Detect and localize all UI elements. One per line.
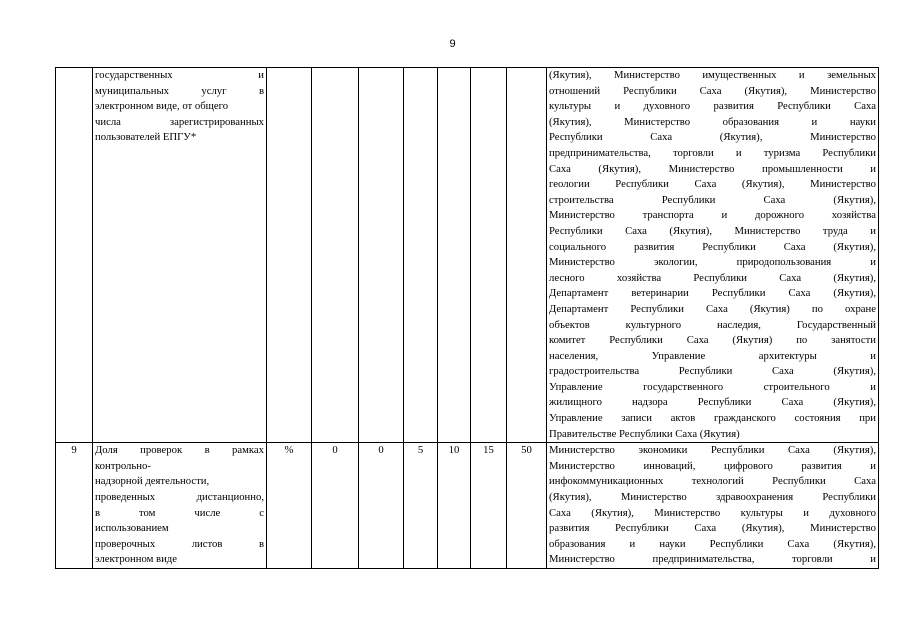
responsible-executors-line: Управление государственного строительного и bbox=[549, 380, 876, 393]
responsible-executors-line: Министерство предпринимательства, торговли и bbox=[549, 553, 876, 566]
responsible-executors-line: Управление записи актов гражданского состояния при bbox=[549, 412, 876, 425]
responsible-executors-line: инфокоммуникационных технологий Республики Саха bbox=[549, 475, 876, 488]
responsible-executors-line: отношений Республики Саха (Якутия), Министерство bbox=[549, 84, 876, 97]
table-row bbox=[56, 68, 879, 443]
value-cell bbox=[507, 68, 547, 443]
responsible-executors-line: Министерство экономики Республики Саха (Якутия), bbox=[549, 444, 876, 457]
table-row bbox=[56, 443, 879, 569]
value-cell bbox=[312, 68, 359, 443]
indicator-name-line: использованием bbox=[95, 522, 169, 535]
responsible-executors-cell bbox=[547, 68, 879, 443]
responsible-executors-line: Министерство транспорта и дорожного хозяйства bbox=[549, 209, 876, 222]
page-number: 9 bbox=[449, 38, 456, 50]
indicator-name-line: в том числе с bbox=[95, 506, 264, 519]
responsible-executors-line: Департамент Республики Саха (Якутия) по охране bbox=[549, 302, 876, 315]
indicator-name-line: муниципальных услуг в bbox=[95, 84, 264, 97]
responsible-executors-line: (Якутия), Министерство имущественных и земельных bbox=[549, 69, 876, 81]
value-cell bbox=[438, 68, 471, 443]
responsible-executors-line: социального развития Республики Саха (Якутия), bbox=[549, 240, 876, 253]
value-cell: 0 bbox=[312, 443, 359, 569]
indicator-name-line: надзорной деятельности, bbox=[95, 475, 210, 488]
responsible-executors-line: населения, Управление архитектуры и bbox=[549, 349, 876, 362]
value-cell bbox=[471, 68, 507, 443]
responsible-executors-line: (Якутия), Министерство образования и науки bbox=[549, 115, 876, 128]
indicator-name-line: государственных и bbox=[95, 69, 264, 81]
responsible-executors-line: жилищного надзора Республики Саха (Якутия), bbox=[549, 396, 876, 409]
responsible-executors-line: градостроительства Республики Саха (Якутия), bbox=[549, 365, 876, 378]
value-cell bbox=[404, 68, 438, 443]
responsible-executors-line: Министерство инноваций, цифрового развития и bbox=[549, 459, 876, 472]
indicator-name-line: пользователей ЕПГУ* bbox=[95, 131, 197, 144]
table-body bbox=[56, 68, 879, 569]
responsible-executors-line: образования и науки Республики Саха (Якутия), bbox=[549, 537, 876, 550]
indicator-name-cell bbox=[93, 443, 267, 569]
value-cell: 15 bbox=[471, 443, 507, 569]
indicator-name-line: контрольно- bbox=[95, 459, 151, 472]
responsible-executors-line: Республики Саха (Якутия), Министерство труда и bbox=[549, 224, 876, 237]
responsible-executors-cell bbox=[547, 443, 879, 569]
row-number-cell: 9 bbox=[56, 443, 93, 569]
unit-cell bbox=[267, 68, 312, 443]
value-cell: 50 bbox=[507, 443, 547, 569]
responsible-executors-line: (Якутия), Министерство здравоохранения Республики bbox=[549, 491, 876, 504]
indicator-name-line: числа зарегистрированных bbox=[95, 115, 264, 128]
value-cell: 0 bbox=[359, 443, 404, 569]
responsible-executors-line: Министерство экологии, природопользования и bbox=[549, 256, 876, 269]
responsible-executors-line: Саха (Якутия), Министерство культуры и духовного bbox=[549, 506, 876, 519]
indicator-name-cell bbox=[93, 68, 267, 443]
responsible-executors-line: культуры и духовного развития Республики Саха bbox=[549, 100, 876, 113]
responsible-executors-line: комитет Республики Саха (Якутия) по занятости bbox=[549, 334, 876, 347]
value-cell: 10 bbox=[438, 443, 471, 569]
responsible-executors-line: геологии Республики Саха (Якутия), Министерство bbox=[549, 178, 876, 191]
responsible-executors-line: объектов культурного наследия, Государственный bbox=[549, 318, 876, 331]
responsible-executors-line: строительства Республики Саха (Якутия), bbox=[549, 193, 876, 206]
indicator-name-line: электронном виде, от общего bbox=[95, 100, 229, 113]
responsible-executors-line: Правительстве Республики Саха (Якутия) bbox=[549, 427, 740, 440]
indicator-name-line: проведенных дистанционно, bbox=[95, 491, 264, 504]
indicator-name-line: Доля проверок в рамках bbox=[95, 444, 264, 457]
indicators-table bbox=[55, 67, 879, 569]
indicator-name-line: электронном виде bbox=[95, 553, 177, 566]
responsible-executors-line: Республики Саха (Якутия), Министерство bbox=[549, 131, 876, 144]
unit-cell: % bbox=[267, 443, 312, 569]
indicator-name-line: проверочных листов в bbox=[95, 537, 264, 550]
row-number-cell bbox=[56, 68, 93, 443]
responsible-executors-line: Департамент ветеринарии Республики Саха (Якутия), bbox=[549, 287, 876, 300]
value-cell bbox=[359, 68, 404, 443]
responsible-executors-line: Саха (Якутия), Министерство промышленности и bbox=[549, 162, 876, 175]
responsible-executors-line: лесного хозяйства Республики Саха (Якутия), bbox=[549, 271, 876, 284]
value-cell: 5 bbox=[404, 443, 438, 569]
responsible-executors-line: предпринимательства, торговли и туризма Республики bbox=[549, 146, 876, 159]
responsible-executors-line: развития Республики Саха (Якутия), Министерство bbox=[549, 522, 876, 535]
